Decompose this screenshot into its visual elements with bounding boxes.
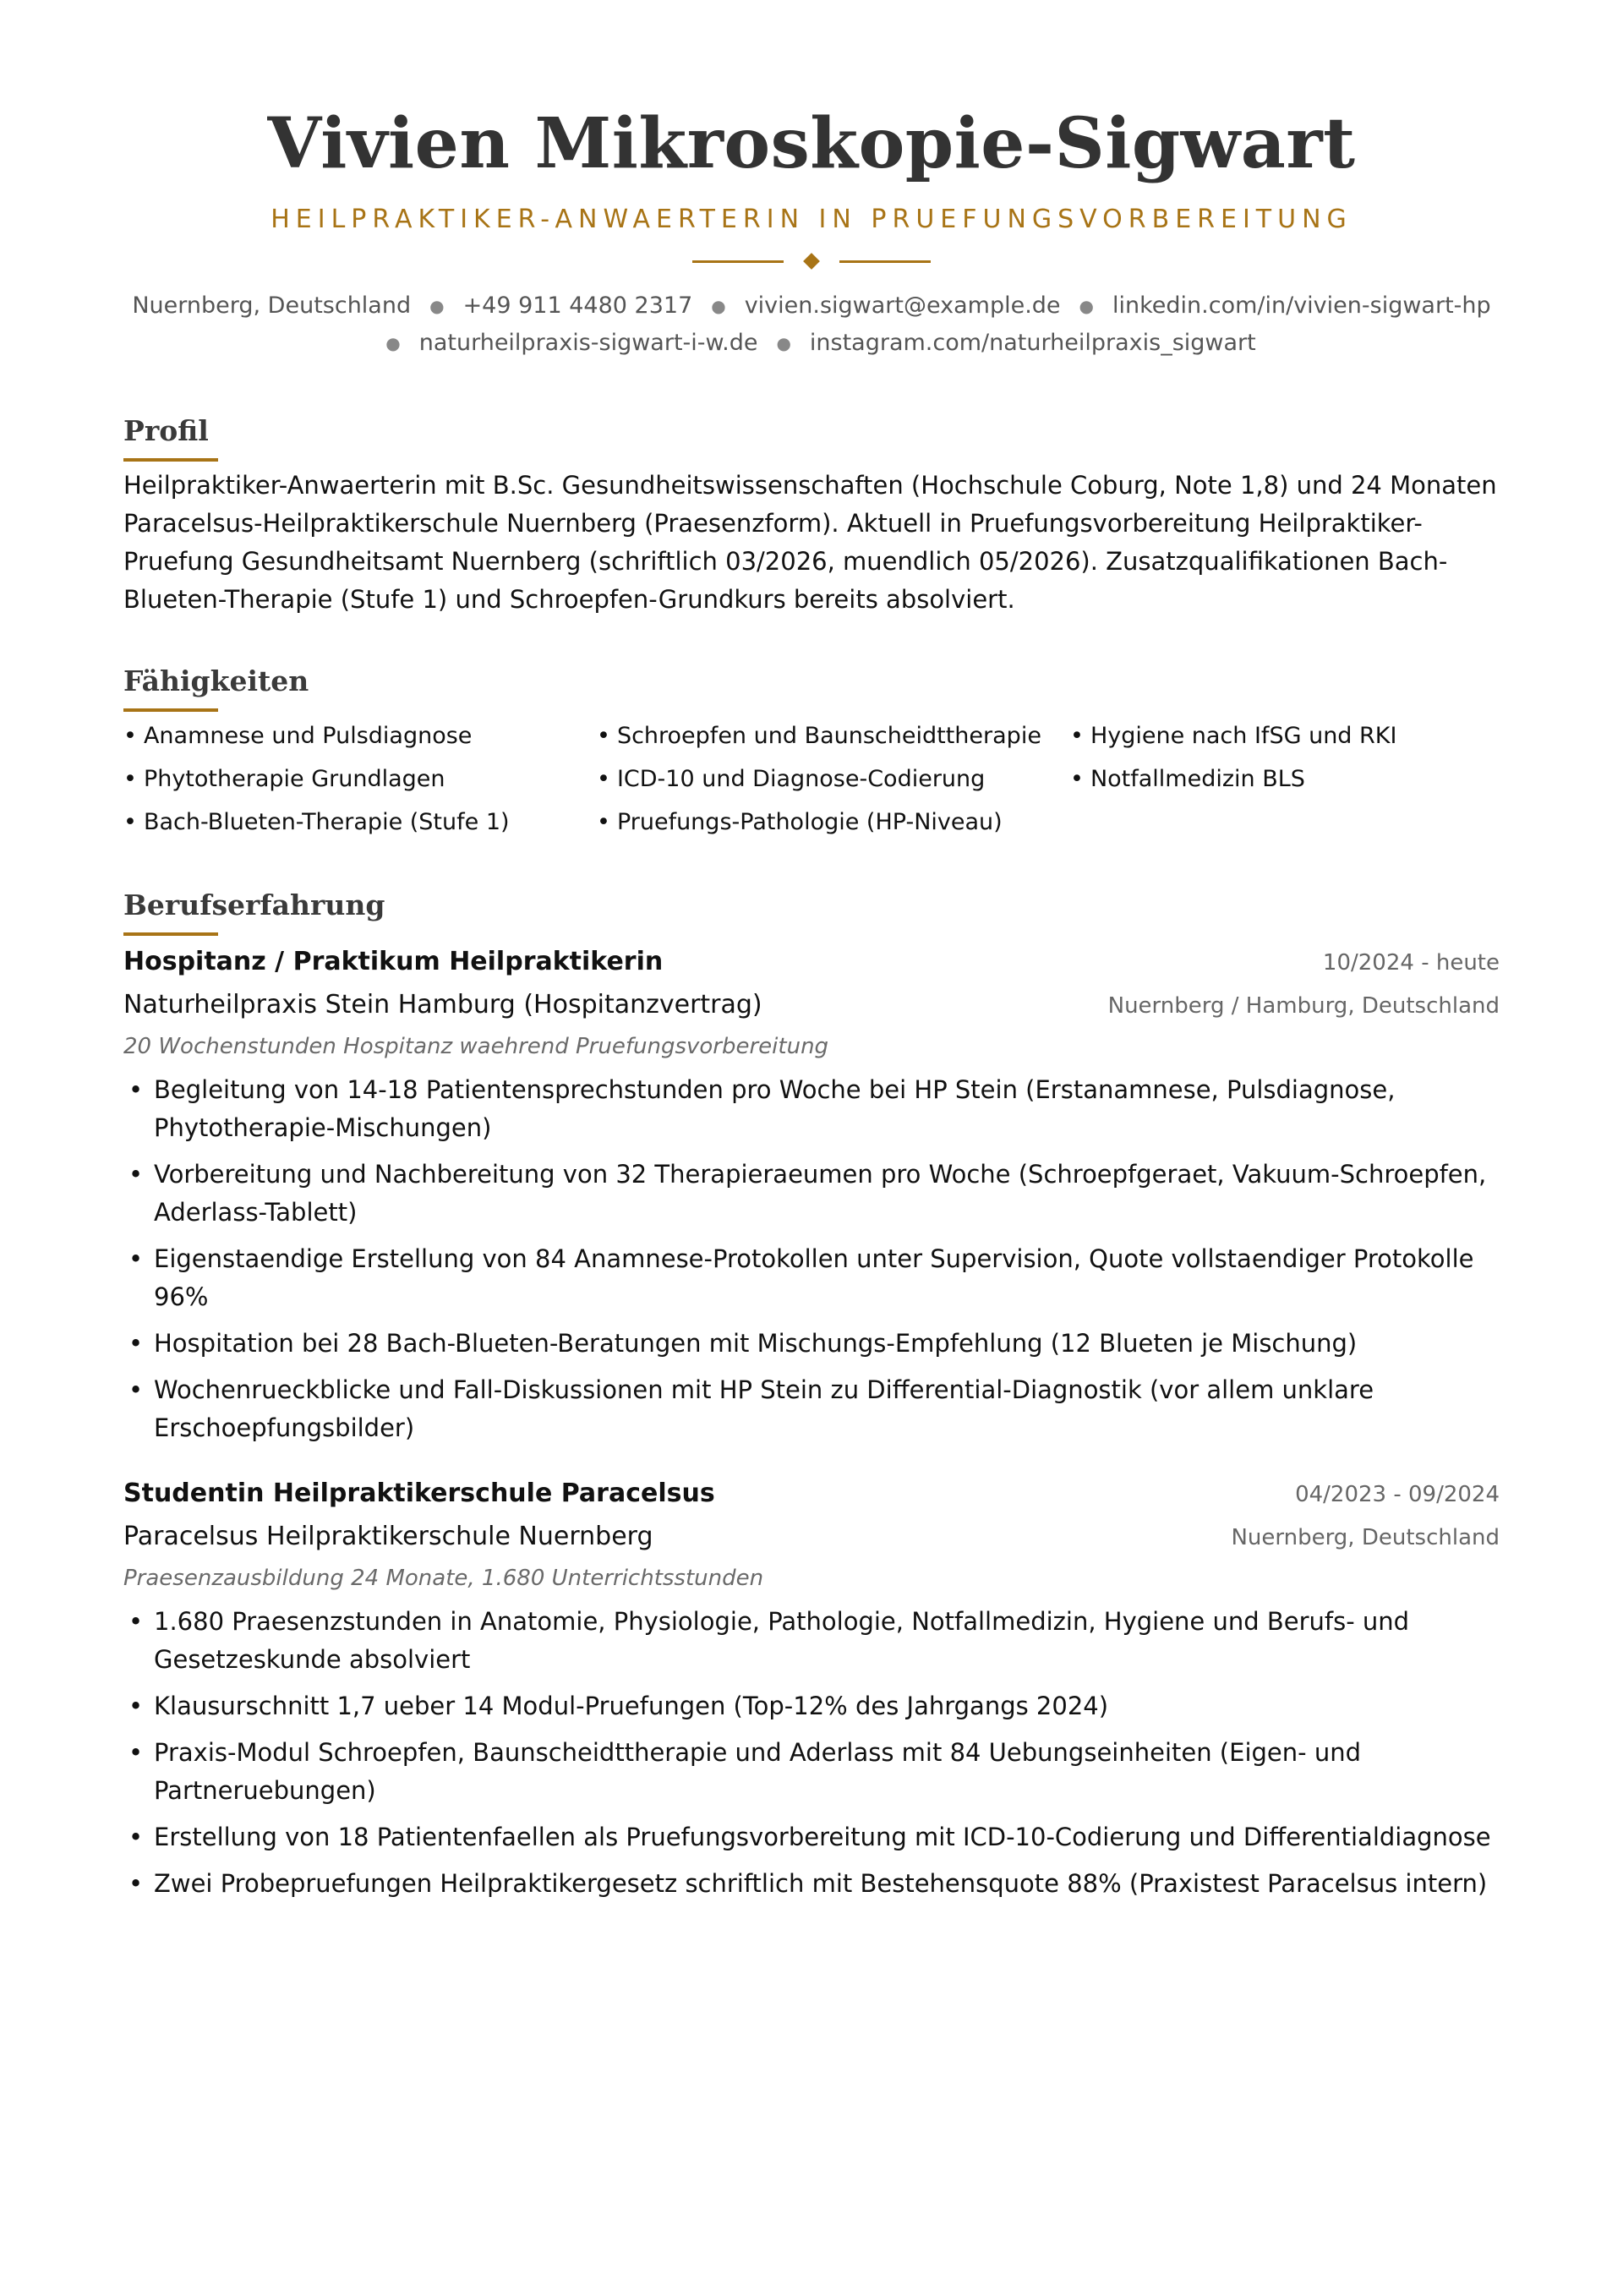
contact-linkedin[interactable]: linkedin.com/in/vivien-sigwart-hp	[1112, 292, 1491, 319]
job-title: Studentin Heilpraktikerschule Paracelsus	[123, 1479, 715, 1508]
bullet-icon: •	[128, 1869, 144, 1898]
job-entry	[123, 941, 1500, 1447]
skill-label: Anamnese und Pulsdiagnose	[143, 723, 473, 749]
bullet-text: Praxis-Modul Schroepfen, Baunscheidttherapie und Aderlass mit 84 Uebungseinheiten (Eigen- und Partneruebungen)	[154, 1738, 1361, 1805]
job-title: Hospitanz / Praktikum Heilpraktikerin	[123, 947, 664, 976]
job-company: Paracelsus Heilpraktikerschule Nuernberg	[123, 1522, 653, 1551]
job-header-row	[123, 941, 1500, 984]
job-date: 10/2024 - heute	[1322, 950, 1500, 976]
job-company-row	[123, 984, 1500, 1027]
bullet-separator-icon: ●	[776, 333, 791, 353]
skill-label: Notfallmedizin BLS	[1090, 766, 1305, 792]
job-location: Nuernberg / Hamburg, Deutschland	[1107, 993, 1500, 1019]
bullet-icon: •	[128, 1160, 144, 1189]
bullet-text: Klausurschnitt 1,7 ueber 14 Modul-Pruefungen (Top-12% des Jahrgangs 2024)	[154, 1692, 1109, 1720]
job-subtitle: HEILPRAKTIKER-ANWAERTERIN IN PRUEFUNGSVORBEREITUNG	[270, 205, 1352, 234]
list-item	[123, 1818, 1500, 1856]
profile-section	[123, 413, 1500, 619]
bullet-icon: •	[128, 1244, 144, 1273]
diamond-icon	[803, 253, 820, 270]
section-underline	[123, 708, 218, 712]
job-bullets	[123, 1071, 1500, 1447]
resume-header	[123, 0, 1500, 362]
bullet-text: Vorbereitung und Nachbereitung von 32 Therapieraeumen pro Woche (Schroepfgeraet, Vakuum-Schroepfen, Aderlass-Tablett)	[154, 1160, 1487, 1227]
contact-phone[interactable]: +49 911 4480 2317	[462, 292, 693, 319]
job-bullets	[123, 1603, 1500, 1903]
header-divider	[123, 249, 1500, 274]
section-underline	[123, 458, 218, 462]
bullet-icon: •	[128, 1329, 144, 1358]
skill-item	[597, 803, 1070, 841]
bullet-icon: •	[123, 723, 137, 749]
bullet-icon: •	[123, 766, 137, 792]
bullet-text: Zwei Probepruefungen Heilpraktikergesetz schriftlich mit Bestehensquote 88% (Praxistest Paracelsus intern)	[154, 1869, 1488, 1898]
section-title-experience: Berufserfahrung	[123, 888, 385, 921]
job-entry	[123, 1473, 1500, 1903]
bullet-icon: •	[128, 1738, 144, 1767]
bullet-icon: •	[123, 809, 137, 835]
list-item	[123, 1687, 1500, 1725]
contact-info	[123, 287, 1500, 362]
section-title-skills: Fähigkeiten	[123, 664, 309, 697]
contact-line-2	[123, 325, 1500, 362]
job-note: 20 Wochenstunden Hospitanz waehrend Pruefungsvorbereitung	[123, 1034, 829, 1059]
skill-item	[123, 717, 597, 755]
skill-label: ICD-10 und Diagnose-Codierung	[616, 766, 986, 792]
bullet-icon: •	[128, 1375, 144, 1404]
bullet-icon: •	[597, 723, 610, 749]
skills-grid	[123, 717, 1500, 841]
list-item	[123, 1325, 1500, 1363]
job-company-row	[123, 1516, 1500, 1559]
list-item	[123, 1240, 1500, 1316]
bullet-icon: •	[128, 1692, 144, 1720]
bullet-separator-icon: ●	[1079, 296, 1094, 316]
job-date: 04/2023 - 09/2024	[1295, 1482, 1500, 1507]
skill-item	[123, 760, 597, 798]
skills-section	[123, 663, 1500, 841]
person-name: Vivien Mikroskopie-Sigwart	[267, 103, 1356, 184]
experience-section	[123, 887, 1500, 1903]
list-item	[123, 1371, 1500, 1447]
bullet-icon: •	[128, 1607, 144, 1636]
profile-text: Heilpraktiker-Anwaerterin mit B.Sc. Gesundheitswissenschaften (Hochschule Coburg, Note 1,8) und 24 Monaten Paracelsus-Heilpraktikerschule Nuernberg (Praesenzform). Aktuell in Pruefungsvorbereitung Heilpraktiker-Pruefung Gesundheitsamt Nuernberg (schriftlich 03/2026, muendlich 05/2026). Zusatzqualifikationen Bach-Blueten-Therapie (Stufe 1) und Schroepfen-Grundkurs bereits absolviert.	[123, 471, 1497, 614]
skill-item	[1070, 717, 1510, 755]
divider-rule-right	[839, 260, 931, 263]
bullet-icon: •	[597, 809, 610, 835]
bullet-text: Eigenstaendige Erstellung von 84 Anamnese-Protokollen unter Supervision, Quote vollstaendiger Protokolle 96%	[154, 1244, 1474, 1311]
bullet-text: Wochenrueckblicke und Fall-Diskussionen mit HP Stein zu Differential-Diagnostik (vor allem unklare Erschoepfungsbilder)	[154, 1375, 1374, 1442]
bullet-text: Hospitation bei 28 Bach-Blueten-Beratungen mit Mischungs-Empfehlung (12 Blueten je Mischung)	[154, 1329, 1358, 1358]
bullet-icon: •	[1070, 723, 1084, 749]
section-underline	[123, 932, 218, 936]
job-note: Praesenzausbildung 24 Monate, 1.680 Unterrichtsstunden	[123, 1566, 764, 1591]
skill-label: Hygiene nach IfSG und RKI	[1090, 723, 1397, 749]
contact-website[interactable]: naturheilpraxis-sigwart-i-w.de	[418, 330, 758, 356]
bullet-text: 1.680 Praesenzstunden in Anatomie, Physiologie, Pathologie, Notfallmedizin, Hygiene und Berufs- und Gesetzeskunde absolviert	[154, 1607, 1410, 1674]
contact-location: Nuernberg, Deutschland	[132, 292, 412, 319]
skill-item	[123, 803, 597, 841]
bullet-icon: •	[128, 1823, 144, 1851]
bullet-icon: •	[597, 766, 610, 792]
job-header-row	[123, 1473, 1500, 1516]
bullet-separator-icon: ●	[385, 333, 401, 353]
list-item	[123, 1734, 1500, 1810]
skill-label: Pruefungs-Pathologie (HP-Niveau)	[616, 809, 1003, 835]
bullet-separator-icon: ●	[429, 296, 445, 316]
skill-item	[1070, 760, 1510, 798]
job-location: Nuernberg, Deutschland	[1231, 1525, 1500, 1550]
list-item	[123, 1071, 1500, 1147]
skill-label: Schroepfen und Baunscheidttherapie	[616, 723, 1041, 749]
skill-label: Phytotherapie Grundlagen	[143, 766, 445, 792]
bullet-icon: •	[1070, 766, 1084, 792]
contact-line-1	[123, 287, 1500, 325]
list-item	[123, 1865, 1500, 1903]
bullet-text: Erstellung von 18 Patientenfaellen als Pruefungsvorbereitung mit ICD-10-Codierung und Differentialdiagnose	[154, 1823, 1491, 1851]
list-item	[123, 1156, 1500, 1232]
contact-instagram[interactable]: instagram.com/naturheilpraxis_sigwart	[809, 330, 1256, 356]
skill-item	[597, 717, 1070, 755]
skill-label: Bach-Blueten-Therapie (Stufe 1)	[143, 809, 510, 835]
section-title-profile: Profil	[123, 414, 209, 447]
list-item	[123, 1603, 1500, 1679]
contact-email[interactable]: vivien.sigwart@example.de	[744, 292, 1061, 319]
bullet-icon: •	[128, 1075, 144, 1104]
bullet-text: Begleitung von 14-18 Patientensprechstunden pro Woche bei HP Stein (Erstanamnese, Pulsdiagnose, Phytotherapie-Mischungen)	[154, 1075, 1396, 1142]
skill-item	[597, 760, 1070, 798]
bullet-separator-icon: ●	[711, 296, 726, 316]
divider-rule-left	[692, 260, 784, 263]
job-company: Naturheilpraxis Stein Hamburg (Hospitanzvertrag)	[123, 990, 762, 1020]
